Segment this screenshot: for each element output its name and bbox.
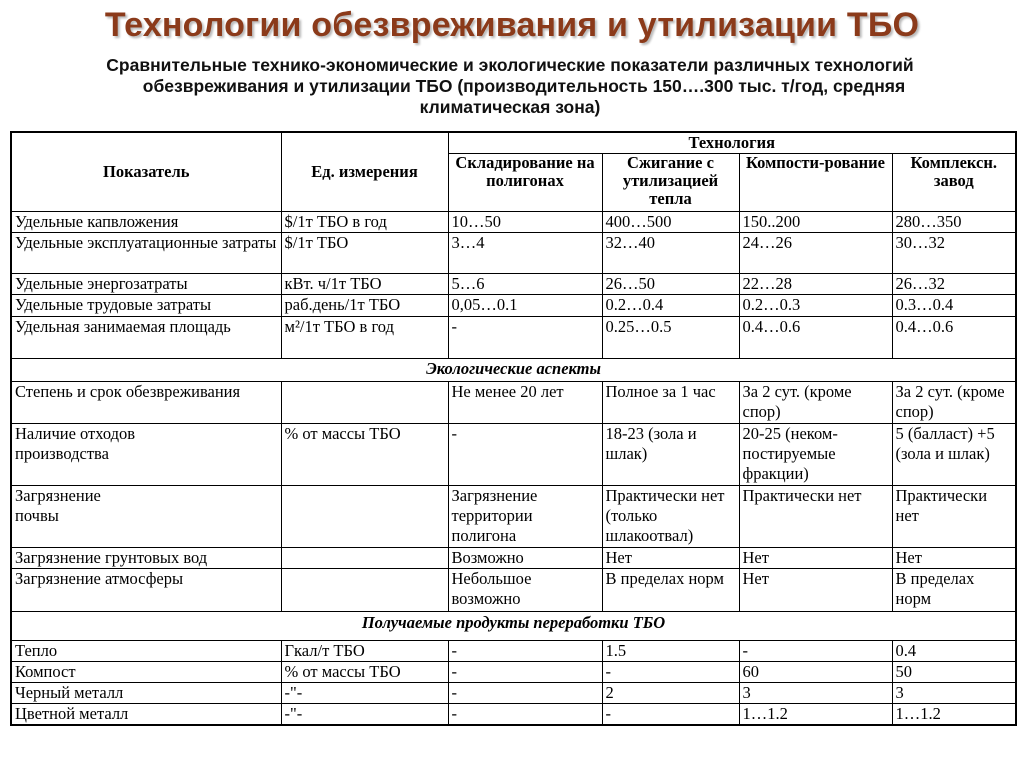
row-value-composting: 22…28 — [739, 274, 892, 295]
section-row-products — [11, 612, 1016, 641]
row-value-incineration: - — [602, 662, 739, 683]
row-value-landfill: Загрязнение территории полигона — [448, 486, 602, 548]
header-tech-landfill: Складирование на полигонах — [448, 154, 602, 212]
row-unit: раб.день/1т ТБО — [281, 295, 448, 317]
table-row — [11, 233, 1016, 274]
row-value-composting: 1…1.2 — [739, 704, 892, 726]
row-indicator: Удельная занимаемая площадь — [11, 317, 281, 359]
table-row — [11, 662, 1016, 683]
row-value-composting: 20-25 (неком-постируемые фракции) — [739, 424, 892, 486]
row-value-composting: 3 — [739, 683, 892, 704]
header-tech-complex-plant: Комплексн. завод — [892, 154, 1016, 212]
table-row — [11, 424, 1016, 486]
row-value-complex-plant: 50 — [892, 662, 1016, 683]
table-header — [11, 132, 1016, 212]
row-indicator: Удельные эксплуатационные затраты — [11, 233, 281, 274]
row-value-incineration: 26…50 — [602, 274, 739, 295]
row-value-composting: За 2 сут. (кроме спор) — [739, 382, 892, 424]
section-row-ecology — [11, 359, 1016, 382]
row-indicator: Степень и срок обезвреживания — [11, 382, 281, 424]
header-unit: Ед. измерения — [281, 132, 448, 212]
row-value-composting: - — [739, 641, 892, 662]
table-row — [11, 683, 1016, 704]
table-row — [11, 274, 1016, 295]
row-value-complex-plant: Практически нет — [892, 486, 1016, 548]
row-indicator: Удельные капвложения — [11, 212, 281, 233]
row-unit: м²/1т ТБО в год — [281, 317, 448, 359]
row-value-incineration: 32…40 — [602, 233, 739, 274]
row-value-incineration: 18-23 (зола и шлак) — [602, 424, 739, 486]
row-value-complex-plant: За 2 сут. (кроме спор) — [892, 382, 1016, 424]
row-unit: $/1т ТБО в год — [281, 212, 448, 233]
subtitle-line-3: климатическая зона) — [419, 97, 601, 117]
row-indicator: Удельные энергозатраты — [11, 274, 281, 295]
table-row — [11, 569, 1016, 612]
row-value-complex-plant: 5 (балласт) +5 (зола и шлак) — [892, 424, 1016, 486]
row-value-composting: 24…26 — [739, 233, 892, 274]
row-value-complex-plant: 1…1.2 — [892, 704, 1016, 726]
row-unit: % от массы ТБО — [281, 424, 448, 486]
row-indicator: Цветной металл — [11, 704, 281, 726]
row-value-landfill: - — [448, 704, 602, 726]
row-value-composting: 150..200 — [739, 212, 892, 233]
row-unit: -"- — [281, 683, 448, 704]
row-value-complex-plant: 26…32 — [892, 274, 1016, 295]
row-indicator: Наличие отходов производства — [11, 424, 281, 486]
row-value-landfill: 5…6 — [448, 274, 602, 295]
header-indicator: Показатель — [11, 132, 281, 212]
slide-subtitle — [30, 55, 990, 118]
row-unit: кВт. ч/1т ТБО — [281, 274, 448, 295]
row-value-composting: Нет — [739, 569, 892, 612]
row-unit: -"- — [281, 704, 448, 726]
row-indicator: Тепло — [11, 641, 281, 662]
table-row — [11, 641, 1016, 662]
row-value-landfill: Не менее 20 лет — [448, 382, 602, 424]
slide-title: Технологии обезвреживания и утилизации ТБО — [104, 6, 920, 44]
row-value-incineration: 1.5 — [602, 641, 739, 662]
row-value-incineration: Полное за 1 час — [602, 382, 739, 424]
row-value-incineration: - — [602, 704, 739, 726]
header-tech-incineration: Сжигание с утилизацией тепла — [602, 154, 739, 212]
row-value-landfill: - — [448, 317, 602, 359]
row-value-incineration: Практически нет (только шлакоотвал) — [602, 486, 739, 548]
row-value-complex-plant: В пределах норм — [892, 569, 1016, 612]
row-indicator: Загрязнение грунтовых вод — [11, 548, 281, 569]
row-value-complex-plant: 30…32 — [892, 233, 1016, 274]
row-value-incineration: Нет — [602, 548, 739, 569]
row-unit — [281, 569, 448, 612]
row-value-complex-plant: 280…350 — [892, 212, 1016, 233]
row-unit: $/1т ТБО — [281, 233, 448, 274]
row-value-composting: Нет — [739, 548, 892, 569]
table-row — [11, 212, 1016, 233]
row-value-landfill: - — [448, 424, 602, 486]
row-value-incineration: 400…500 — [602, 212, 739, 233]
table-row — [11, 548, 1016, 569]
row-value-landfill: - — [448, 641, 602, 662]
row-value-incineration: 0.2…0.4 — [602, 295, 739, 317]
table-row — [11, 382, 1016, 424]
header-technology: Технология — [448, 132, 1016, 154]
row-value-complex-plant: 0.4 — [892, 641, 1016, 662]
row-value-complex-plant: 0.3…0.4 — [892, 295, 1016, 317]
header-tech-composting: Компости-рование — [739, 154, 892, 212]
row-value-complex-plant: Нет — [892, 548, 1016, 569]
section-title-ecology: Экологические аспекты — [11, 359, 1016, 382]
row-value-landfill: - — [448, 683, 602, 704]
section-title-products: Получаемые продукты переработки ТБО — [11, 612, 1016, 641]
row-unit: Гкал/т ТБО — [281, 641, 448, 662]
table-row — [11, 486, 1016, 548]
table-row — [11, 295, 1016, 317]
row-indicator: Компост — [11, 662, 281, 683]
row-indicator: Загрязнение атмосферы — [11, 569, 281, 612]
row-value-complex-plant: 3 — [892, 683, 1016, 704]
row-value-incineration: В пределах норм — [602, 569, 739, 612]
row-value-composting: 60 — [739, 662, 892, 683]
row-unit — [281, 548, 448, 569]
subtitle-line-1: Сравнительные технико-экономические и экологические показатели различных технологий — [106, 55, 914, 75]
table-row — [11, 704, 1016, 726]
row-value-composting: Практически нет — [739, 486, 892, 548]
row-value-composting: 0.4…0.6 — [739, 317, 892, 359]
row-unit — [281, 382, 448, 424]
row-indicator: Черный металл — [11, 683, 281, 704]
comparison-table — [10, 131, 1017, 726]
row-value-complex-plant: 0.4…0.6 — [892, 317, 1016, 359]
row-value-landfill: Небольшое возможно — [448, 569, 602, 612]
row-unit: % от массы ТБО — [281, 662, 448, 683]
row-value-landfill: 0,05…0.1 — [448, 295, 602, 317]
row-value-composting: 0.2…0.3 — [739, 295, 892, 317]
row-unit — [281, 486, 448, 548]
row-value-incineration: 2 — [602, 683, 739, 704]
row-value-incineration: 0.25…0.5 — [602, 317, 739, 359]
table-row — [11, 317, 1016, 359]
table-body — [11, 212, 1016, 726]
row-indicator: Загрязнение почвы — [11, 486, 281, 548]
subtitle-line-2: обезвреживания и утилизации ТБО (производительность 150….300 тыс. т/год, средняя — [142, 76, 906, 96]
row-value-landfill: Возможно — [448, 548, 602, 569]
row-value-landfill: - — [448, 662, 602, 683]
row-indicator: Удельные трудовые затраты — [11, 295, 281, 317]
row-value-landfill: 3…4 — [448, 233, 602, 274]
row-value-landfill: 10…50 — [448, 212, 602, 233]
